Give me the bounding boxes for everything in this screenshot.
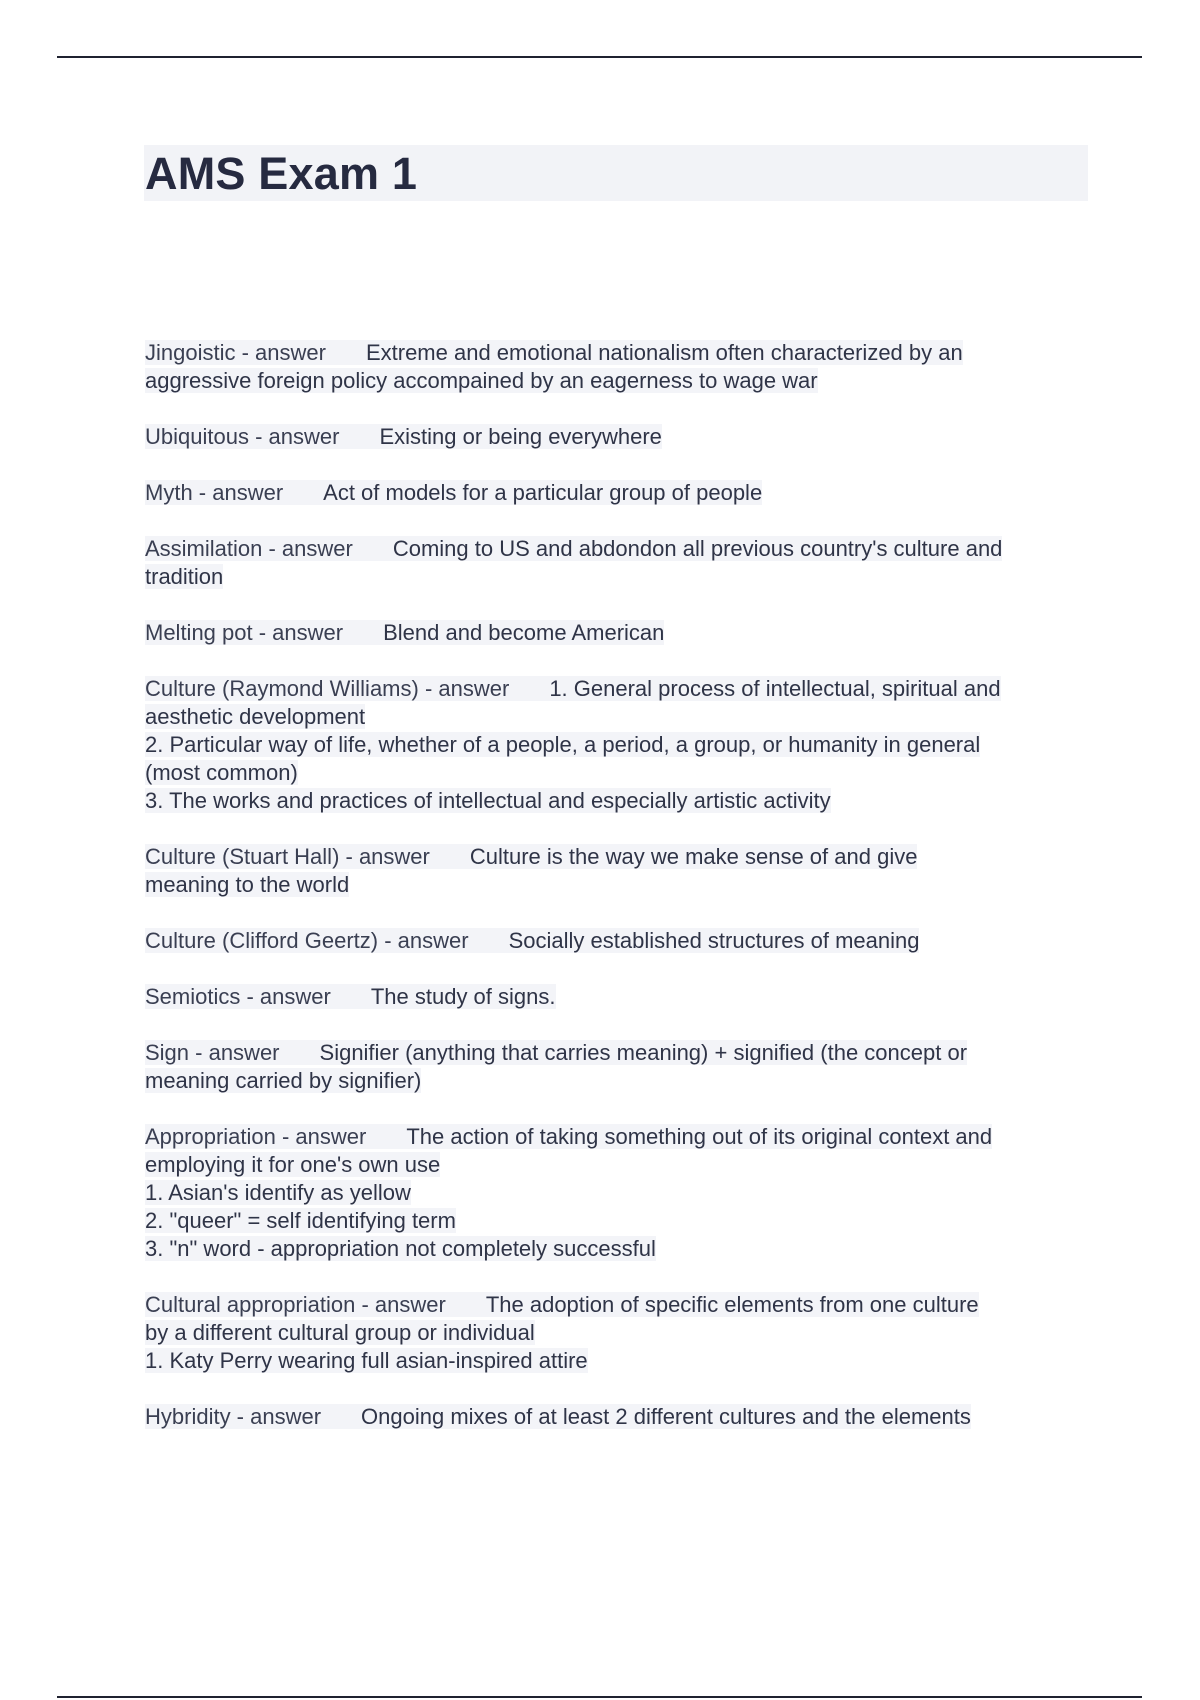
entry-line-highlight <box>145 1236 656 1261</box>
entry-definition: Socially established structures of meaning <box>508 928 920 953</box>
entry-term: Hybridity - answer <box>145 1404 322 1429</box>
flashcard-list <box>145 339 1090 1459</box>
entry-definition: 3. The works and practices of intellectual and especially artistic activity <box>145 788 831 813</box>
entry-definition-line <box>145 1235 1090 1263</box>
entry-term: Ubiquitous - answer <box>145 424 340 449</box>
entry-line-highlight <box>145 732 980 757</box>
entry-definition: tradition <box>145 564 224 589</box>
entry-definition: 2. "queer" = self identifying term <box>145 1208 456 1233</box>
flashcard-entry <box>145 619 1090 647</box>
entry-definition-line <box>145 1067 1090 1095</box>
entry-line-highlight <box>145 984 556 1009</box>
entry-definition: Culture is the way we make sense of and give <box>469 844 918 869</box>
entry-definition: aggressive foreign policy accompained by an eagerness to wage war <box>145 368 818 393</box>
entry-definition: meaning carried by signifier) <box>145 1068 422 1093</box>
flashcard-entry <box>145 535 1090 591</box>
entry-line-highlight <box>145 1320 535 1345</box>
entry-first-line <box>145 619 1090 647</box>
entry-definition: by a different cultural group or individual <box>145 1320 535 1345</box>
entry-line-highlight <box>145 536 1002 561</box>
entry-first-line <box>145 927 1090 955</box>
entry-line-highlight <box>145 340 963 365</box>
entry-definition: Coming to US and abdondon all previous country's culture and <box>392 536 1003 561</box>
flashcard-entry <box>145 339 1090 395</box>
entry-first-line <box>145 423 1090 451</box>
flashcard-entry <box>145 1039 1090 1095</box>
entry-definition: employing it for one's own use <box>145 1152 441 1177</box>
entry-line-highlight <box>145 760 298 785</box>
entry-definition-line <box>145 1179 1090 1207</box>
entry-definition: The study of signs. <box>370 984 556 1009</box>
entry-definition: 1. Asian's identify as yellow <box>145 1180 411 1205</box>
entry-line-highlight <box>145 1152 440 1177</box>
entry-definition: 3. "n" word - appropriation not completely successful <box>145 1236 656 1261</box>
entry-line-highlight <box>145 620 664 645</box>
entry-line-highlight <box>145 788 831 813</box>
flashcard-entry <box>145 675 1090 815</box>
entry-definition-line <box>145 759 1090 787</box>
flashcard-entry <box>145 1123 1090 1263</box>
entry-term: Sign - answer <box>145 1040 280 1065</box>
entry-line-highlight <box>145 1292 979 1317</box>
entry-line-highlight <box>145 1180 411 1205</box>
entry-definition-line <box>145 703 1090 731</box>
entry-term: Culture (Stuart Hall) - answer <box>145 844 430 869</box>
entry-term: Jingoistic - answer <box>145 340 326 365</box>
entry-line-highlight <box>145 928 919 953</box>
entry-first-line <box>145 675 1090 703</box>
entry-line-highlight <box>145 1124 992 1149</box>
entry-definition: 2. Particular way of life, whether of a people, a period, a group, or humanity in general <box>145 732 981 757</box>
entry-line-highlight <box>145 844 917 869</box>
entry-definition-line <box>145 1319 1090 1347</box>
entry-term: Cultural appropriation - answer <box>145 1292 446 1317</box>
entry-definition-line <box>145 563 1090 591</box>
entry-first-line <box>145 1039 1090 1067</box>
entry-line-highlight <box>145 1348 588 1373</box>
entry-definition-line <box>145 787 1090 815</box>
entry-term: Culture (Raymond Williams) - answer <box>145 676 510 701</box>
entry-line-highlight <box>145 704 365 729</box>
entry-definition: 1. General process of intellectual, spiritual and <box>549 676 1001 701</box>
entry-definition-line <box>145 731 1090 759</box>
entry-term: Assimilation - answer <box>145 536 353 561</box>
entry-line-highlight <box>145 1040 967 1065</box>
entry-first-line <box>145 339 1090 367</box>
entry-line-highlight <box>145 480 762 505</box>
flashcard-entry <box>145 1291 1090 1375</box>
bottom-rule <box>57 1696 1142 1698</box>
document-title: AMS Exam 1 <box>145 148 418 199</box>
entry-line-highlight <box>145 1208 456 1233</box>
entry-first-line <box>145 1291 1090 1319</box>
entry-definition-line <box>145 367 1090 395</box>
flashcard-entry <box>145 927 1090 955</box>
entry-term: Melting pot - answer <box>145 620 344 645</box>
entry-line-highlight <box>145 1404 971 1429</box>
entry-definition: Signifier (anything that carries meaning) + signified (the concept or <box>319 1040 968 1065</box>
entry-definition: Existing or being everywhere <box>379 424 662 449</box>
entry-term: Culture (Clifford Geertz) - answer <box>145 928 469 953</box>
flashcard-entry <box>145 479 1090 507</box>
entry-definition: 1. Katy Perry wearing full asian-inspired attire <box>145 1348 588 1373</box>
flashcard-entry <box>145 1403 1090 1431</box>
entry-definition: meaning to the world <box>145 872 350 897</box>
entry-first-line <box>145 479 1090 507</box>
entry-first-line <box>145 1123 1090 1151</box>
entry-first-line <box>145 983 1090 1011</box>
entry-line-highlight <box>145 1068 421 1093</box>
entry-definition-line <box>145 871 1090 899</box>
top-rule <box>57 56 1142 58</box>
entry-line-highlight <box>145 872 349 897</box>
flashcard-entry <box>145 423 1090 451</box>
entry-line-highlight <box>145 424 662 449</box>
entry-term: Semiotics - answer <box>145 984 331 1009</box>
entry-definition: The action of taking something out of its original context and <box>406 1124 993 1149</box>
entry-definition-line <box>145 1347 1090 1375</box>
entry-definition-line <box>145 1207 1090 1235</box>
entry-line-highlight <box>145 676 1001 701</box>
entry-definition: Extreme and emotional nationalism often characterized by an <box>365 340 963 365</box>
flashcard-entry <box>145 843 1090 899</box>
entry-first-line <box>145 843 1090 871</box>
flashcard-entry <box>145 983 1090 1011</box>
entry-definition: Act of models for a particular group of people <box>323 480 763 505</box>
entry-term: Myth - answer <box>145 480 284 505</box>
entry-definition: The adoption of specific elements from one culture <box>485 1292 979 1317</box>
entry-line-highlight <box>145 564 223 589</box>
entry-definition: Blend and become American <box>383 620 665 645</box>
entry-first-line <box>145 535 1090 563</box>
entry-term: Appropriation - answer <box>145 1124 367 1149</box>
entry-definition: aesthetic development <box>145 704 366 729</box>
entry-definition: (most common) <box>145 760 298 785</box>
entry-first-line <box>145 1403 1090 1431</box>
entry-line-highlight <box>145 368 818 393</box>
entry-definition-line <box>145 1151 1090 1179</box>
entry-definition: Ongoing mixes of at least 2 different cultures and the elements <box>361 1404 971 1429</box>
